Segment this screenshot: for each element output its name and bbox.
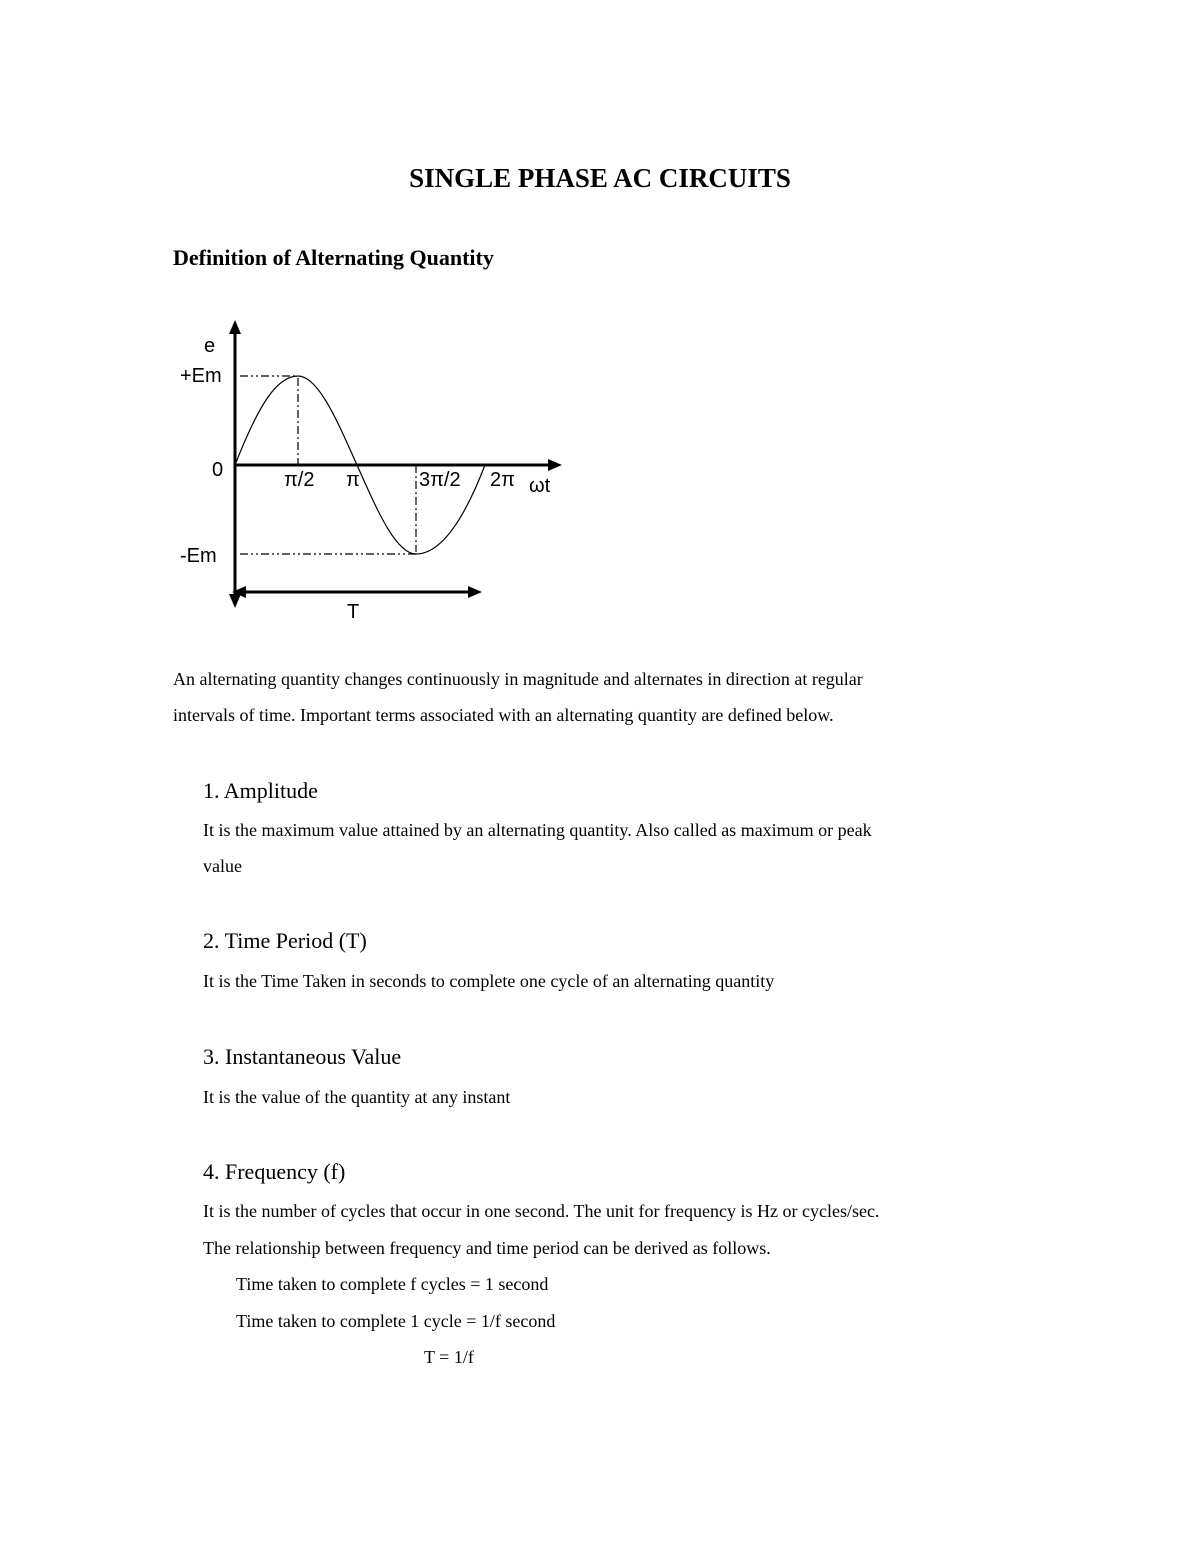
page-title: SINGLE PHASE AC CIRCUITS	[409, 163, 791, 193]
x-axis-label: ωt	[529, 475, 551, 497]
instantaneous-value-text: It is the value of the quantity at any instant	[203, 1087, 511, 1107]
period-arrow-right	[468, 586, 482, 598]
amplitude-text-2: value	[203, 856, 242, 876]
frequency-text-1: It is the number of cycles that occur in one second. The unit for frequency is Hz or cycles/sec.	[203, 1201, 880, 1221]
zero-label: 0	[212, 459, 224, 481]
heading-amplitude: 1. Amplitude	[203, 778, 318, 803]
period-label: T	[347, 601, 360, 623]
derivation-step-2: Time taken to complete 1 cycle = 1/f second	[236, 1311, 556, 1331]
x-axis-arrow	[548, 459, 562, 471]
y-axis-arrow-up	[229, 320, 241, 334]
frequency-text-2: The relationship between frequency and time period can be derived as follows.	[203, 1238, 771, 1258]
tick-label-pi: π	[346, 469, 360, 491]
tick-label-two-pi: 2π	[490, 469, 515, 491]
tick-label-pi-half: π/2	[284, 469, 315, 491]
heading-frequency: 4. Frequency (f)	[203, 1159, 346, 1184]
time-period-text: It is the Time Taken in seconds to complete one cycle of an alternating quantity	[203, 971, 775, 991]
sine-wave-diagram	[0, 0, 1200, 700]
y-axis-label: e	[204, 335, 216, 357]
neg-peak-label: -Em	[180, 545, 217, 567]
heading-time-period: 2. Time Period (T)	[203, 928, 367, 953]
y-axis-arrow-down	[229, 594, 241, 608]
tick-label-three-pi-half: 3π/2	[419, 469, 461, 491]
section-subtitle: Definition of Alternating Quantity	[173, 245, 494, 270]
derivation-result: T = 1/f	[424, 1347, 474, 1367]
derivation-step-1: Time taken to complete f cycles = 1 second	[236, 1274, 549, 1294]
amplitude-text-1: It is the maximum value attained by an alternating quantity. Also called as maximum or peak	[203, 820, 872, 840]
intro-line-1: An alternating quantity changes continuously in magnitude and alternates in direction at regular	[173, 669, 863, 689]
intro-line-2: intervals of time. Important terms associated with an alternating quantity are defined below.	[173, 705, 834, 725]
pos-peak-label: +Em	[180, 365, 222, 387]
heading-instantaneous-value: 3. Instantaneous Value	[203, 1044, 402, 1069]
